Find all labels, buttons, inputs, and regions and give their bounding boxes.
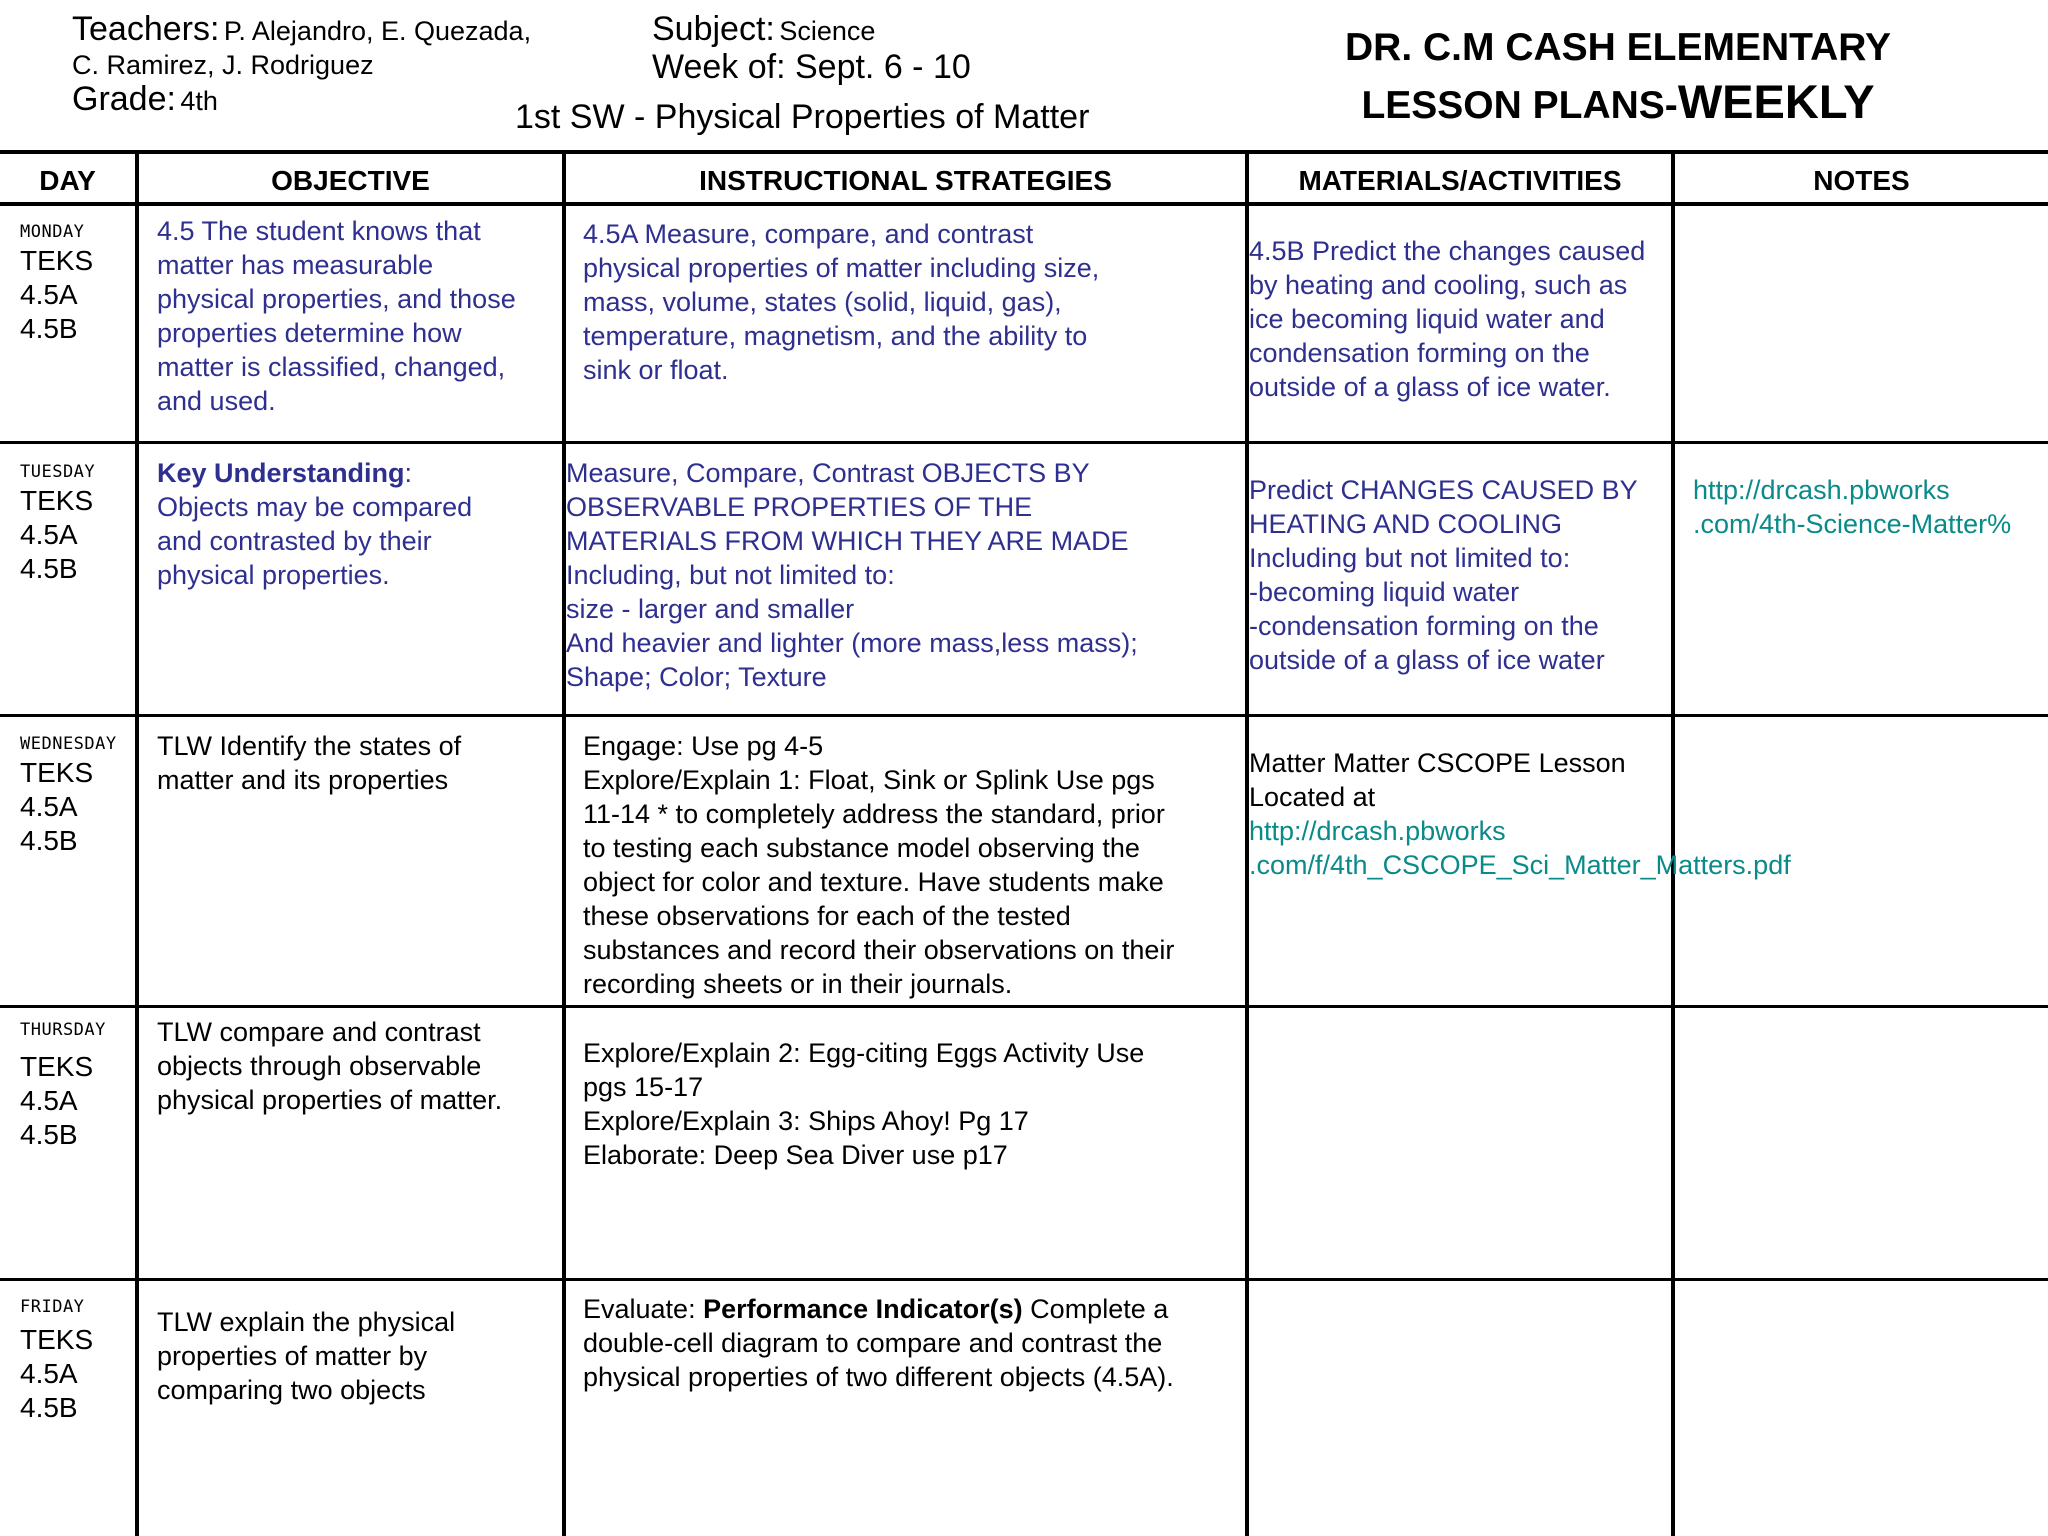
strategies-tuesday: Measure, Compare, Contrast OBJECTS BY OBSERVABLE PROPERTIES OF THE MATERIALS FROM WHICH THEY ARE MADE Including, but not limited to: size - larger and smaller And heavier and lighter (more mass,less mass); Shape; Color; Texture: [566, 458, 1138, 692]
teks-label: TEKS: [20, 757, 94, 788]
row-divider-3: [0, 1005, 2048, 1008]
col-divider-1: [135, 150, 139, 1536]
performance-indicator-label: Performance Indicator(s): [703, 1294, 1023, 1324]
teks-label: TEKS: [20, 1051, 94, 1082]
objective-thursday: TLW compare and contrast objects through observable physical properties of matter.: [157, 1017, 503, 1115]
day-cell-tuesday: [20, 460, 95, 586]
teks-label: TEKS: [20, 1324, 94, 1355]
day-label: TUESDAY: [20, 462, 96, 482]
key-understanding-label: Key Understanding: [157, 458, 405, 488]
week-of: Week of: Sept. 6 - 10: [652, 48, 971, 86]
subject-value: Science: [779, 16, 876, 46]
teks-label: TEKS: [20, 485, 94, 516]
strategies-monday: 4.5A Measure, compare, and contrast physical properties of matter including size, mass, volume, states (solid, liquid, gas), temperature, magnetism, and the ability to sink or float.: [583, 219, 1100, 385]
col-header-notes: NOTES: [1813, 165, 1910, 196]
materials-tuesday: Predict CHANGES CAUSED BY HEATING AND COOLING Including but not limited to: -becoming liquid water -condensation forming on the outside of a glass of ice water: [1249, 475, 1638, 675]
teks-code: 4.5B: [20, 825, 78, 856]
cscope-lesson-link[interactable]: .com/f/4th_CSCOPE_Sci_Matter_Matters.pdf: [1249, 850, 1791, 880]
day-cell-monday: [20, 220, 93, 346]
row-divider-1: [0, 441, 2048, 444]
teks-code: 4.5A: [20, 279, 78, 310]
teks-code: 4.5A: [20, 791, 78, 822]
day-cell-wednesday: [20, 732, 117, 858]
teks-code: 4.5B: [20, 1392, 78, 1423]
grade-label: Grade:: [72, 80, 176, 118]
day-label: THURSDAY: [20, 1020, 106, 1040]
teks-code: 4.5A: [20, 1085, 78, 1116]
materials-wednesday: Matter Matter CSCOPE Lesson Located at http://drcash.pbworks .com/f/4th_CSCOPE_Sci_Matter_Matters.pdf: [1249, 748, 1791, 880]
objective-wednesday: TLW Identify the states of matter and its properties: [157, 731, 462, 795]
row-divider-4: [0, 1278, 2048, 1281]
lesson-plans-title: [1268, 74, 1968, 129]
teachers-label: Teachers:: [72, 10, 220, 48]
subject-label: Subject:: [652, 10, 775, 48]
objective-monday: 4.5 The student knows that matter has measurable physical properties, and those properties determine how matter is classified, changed, and used.: [157, 216, 516, 416]
teks-code: 4.5A: [20, 1358, 78, 1389]
header-bottom-border: [0, 202, 2048, 206]
teks-code: 4.5A: [20, 519, 78, 550]
unit-title: 1st SW - Physical Properties of Matter: [515, 98, 1090, 136]
day-cell-friday: [20, 1295, 93, 1425]
col-header-materials: MATERIALS/ACTIVITIES: [1298, 165, 1622, 196]
lesson-plans-label: LESSON PLANS-: [1361, 84, 1678, 127]
strategies-wednesday: Engage: Use pg 4-5 Explore/Explain 1: Float, Sink or Splink Use pgs 11-14 * to completely address the standard, prior to testing each substance model observing the object for color and texture. Have students make these observations for each of the tested substances and record their observations on their recording sheets or in their journals.: [583, 731, 1175, 999]
day-label: MONDAY: [20, 222, 85, 242]
strategies-friday: Evaluate: Performance Indicator(s) Complete a double-cell diagram to compare and contrast the physical properties of two different objects (4.5A).: [583, 1294, 1174, 1392]
col-header-day: DAY: [39, 165, 96, 196]
teks-label: TEKS: [20, 245, 94, 276]
table-top-border: [0, 150, 2048, 154]
col-header-strategies: INSTRUCTIONAL STRATEGIES: [699, 165, 1112, 196]
teachers-names-2: C. Ramirez, J. Rodriguez: [72, 50, 374, 80]
grade-value: 4th: [180, 86, 218, 116]
col-header-objective: OBJECTIVE: [271, 165, 430, 196]
teks-code: 4.5B: [20, 553, 78, 584]
teachers-names-1: P. Alejandro, E. Quezada,: [223, 16, 532, 46]
col-divider-2: [562, 150, 566, 1536]
grade-line: [72, 80, 218, 119]
teks-code: 4.5B: [20, 313, 78, 344]
cscope-lesson-link[interactable]: http://drcash.pbworks: [1249, 816, 1506, 846]
materials-monday: 4.5B Predict the changes caused by heating and cooling, such as ice becoming liquid water and condensation forming on the outside of a glass of ice water.: [1249, 236, 1646, 402]
subject-line: [652, 10, 875, 49]
objective-tuesday: Key Understanding: Objects may be compared and contrasted by their physical properties.: [157, 458, 473, 590]
objective-friday: TLW explain the physical properties of matter by comparing two objects: [157, 1307, 456, 1405]
row-divider-2: [0, 714, 2048, 717]
weekly-label: WEEKLY: [1677, 75, 1875, 128]
notes-tuesday-link[interactable]: http://drcash.pbworks .com/4th-Science-Matter%: [1693, 475, 2012, 539]
school-name: DR. C.M CASH ELEMENTARY: [1345, 26, 1891, 69]
day-label: WEDNESDAY: [20, 734, 117, 754]
teks-code: 4.5B: [20, 1119, 78, 1150]
day-cell-thursday: [20, 1018, 106, 1152]
strategies-thursday: Explore/Explain 2: Egg-citing Eggs Activity Use pgs 15-17 Explore/Explain 3: Ships Ahoy! Pg 17 Elaborate: Deep Sea Diver use p17: [583, 1038, 1145, 1170]
day-label: FRIDAY: [20, 1297, 85, 1317]
teachers-line: [72, 10, 531, 49]
